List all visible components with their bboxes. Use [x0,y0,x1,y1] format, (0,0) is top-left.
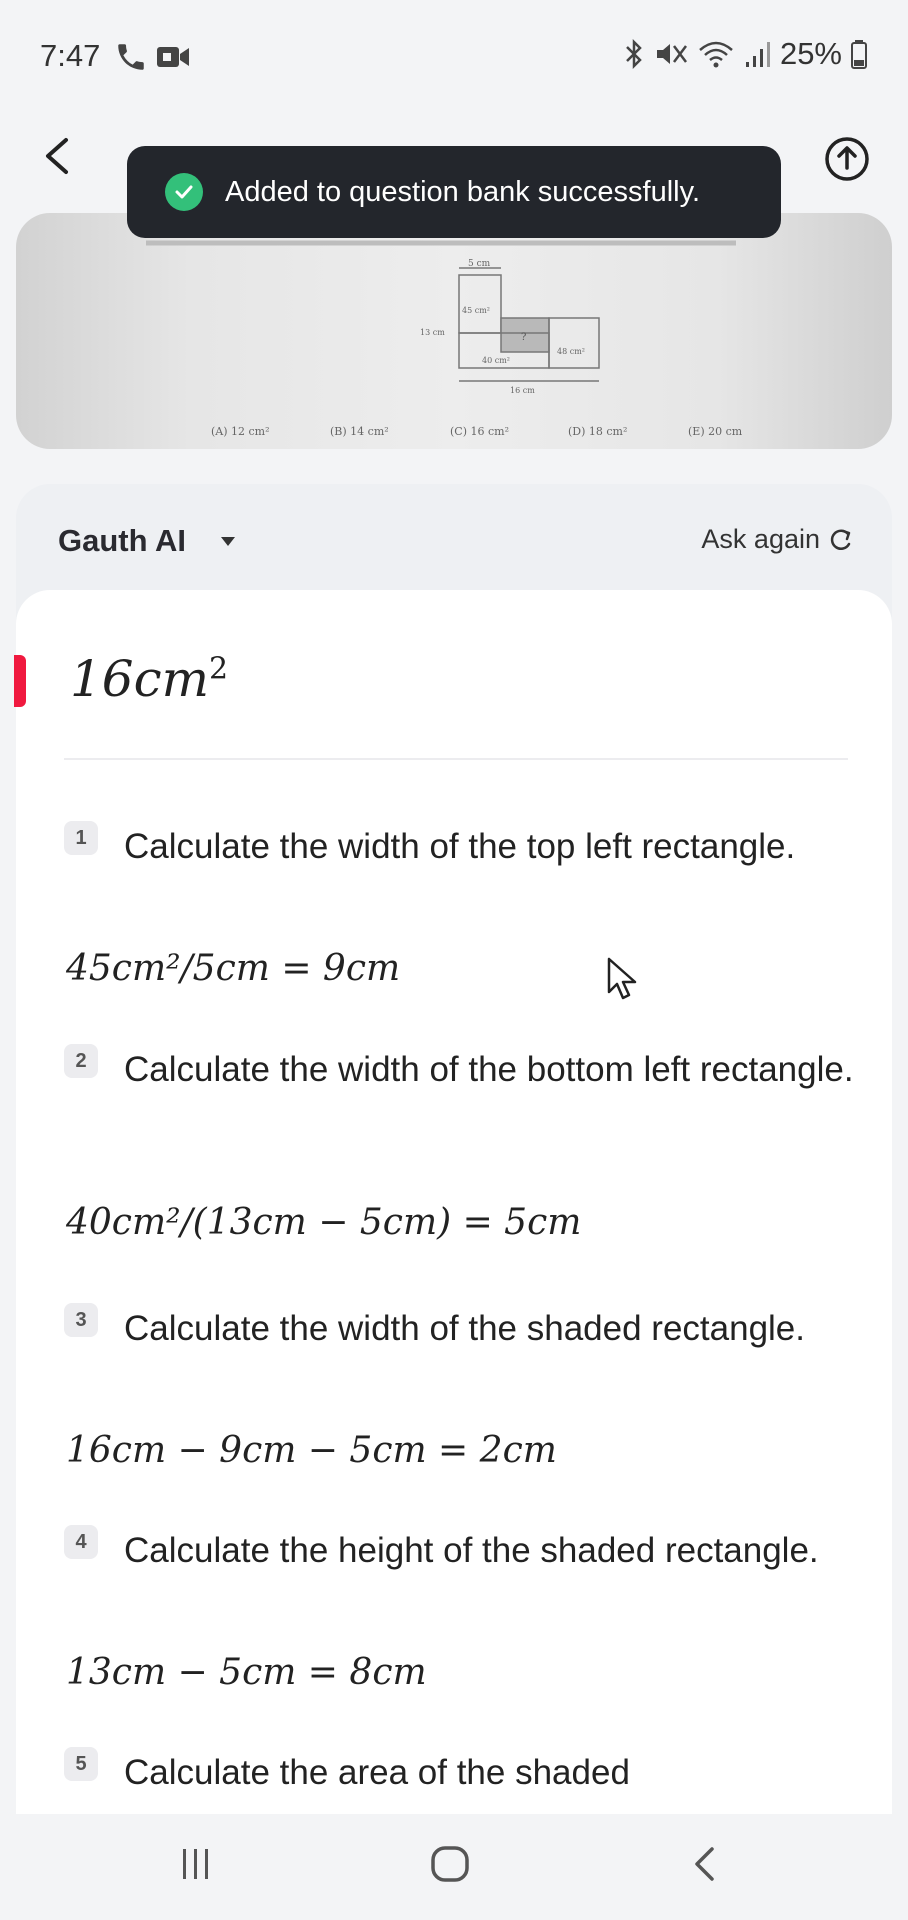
status-indicators [622,36,868,72]
divider [64,758,848,760]
option-b: (B) 14 cm² [330,425,389,438]
status-bar [0,0,908,112]
formula-1: 45cm²/5cm = 9cm [66,948,401,989]
phone-call-icon [114,40,148,74]
chevron-down-icon[interactable] [220,535,236,547]
battery-icon [850,38,868,70]
formula-3: 16cm − 9cm − 5cm = 2cm [66,1430,557,1471]
step-number: 4 [64,1525,98,1559]
home-icon[interactable] [430,1846,470,1882]
step-text: Calculate the width of the bottom left rectangle. [124,1050,854,1089]
toast-message: Added to question bank successfully. [225,175,701,208]
diagram-area-b: 40 cm² [482,356,510,365]
ask-again-button[interactable] [701,524,852,555]
mouse-pointer-icon [606,956,640,1002]
wifi-icon [696,38,736,70]
step-number: 2 [64,1044,98,1078]
mute-icon [654,38,688,70]
step-text: Calculate the width of the shaded rectangle. [124,1309,805,1348]
step-text: Calculate the area of the shaded [124,1753,630,1792]
step-text: Calculate the height of the shaded rectangle. [124,1531,819,1570]
step-text: Calculate the width of the top left rectangle. [124,827,796,866]
answer-exponent: 2 [209,651,229,687]
nav-back-icon[interactable] [692,1846,718,1882]
step-number: 1 [64,821,98,855]
back-arrow-icon[interactable] [36,134,80,178]
step-number: 3 [64,1303,98,1337]
formula-4: 13cm − 5cm = 8cm [66,1652,427,1693]
option-d: (D) 18 cm² [568,425,628,438]
recent-apps-icon[interactable] [180,1846,212,1882]
share-icon[interactable] [822,134,872,184]
diagram-area-unknown: ? [521,332,527,343]
option-c: (C) 16 cm² [450,425,509,438]
diagram-area-a: 45 cm² [462,306,490,315]
diagram-top-label: 5 cm [468,259,491,269]
ask-again-label: Ask again [701,524,820,554]
video-camera-icon [156,44,190,70]
bluetooth-icon [622,38,646,70]
ai-model-selector[interactable]: Gauth AI [58,523,187,558]
question-image[interactable] [16,213,892,449]
option-a: (A) 12 cm² [211,425,270,438]
diagram-side-label: 13 cm [420,328,445,337]
diagram-bottom-label: 16 cm [510,386,535,395]
battery-percent: 25% [779,36,842,71]
formula-2: 40cm²/(13cm − 5cm) = 5cm [66,1202,582,1243]
refresh-icon [828,527,852,553]
success-toast [127,146,781,238]
final-answer [70,650,228,708]
step-number: 5 [64,1747,98,1781]
answer-accent-bar [14,655,26,707]
signal-icon [744,38,772,70]
diagram-area-c: 48 cm² [557,347,585,356]
status-time: 7:47 [40,38,101,73]
answer-value: 16cm [70,650,210,708]
option-e: (E) 20 cm [688,425,743,438]
check-circle-icon [165,173,203,211]
